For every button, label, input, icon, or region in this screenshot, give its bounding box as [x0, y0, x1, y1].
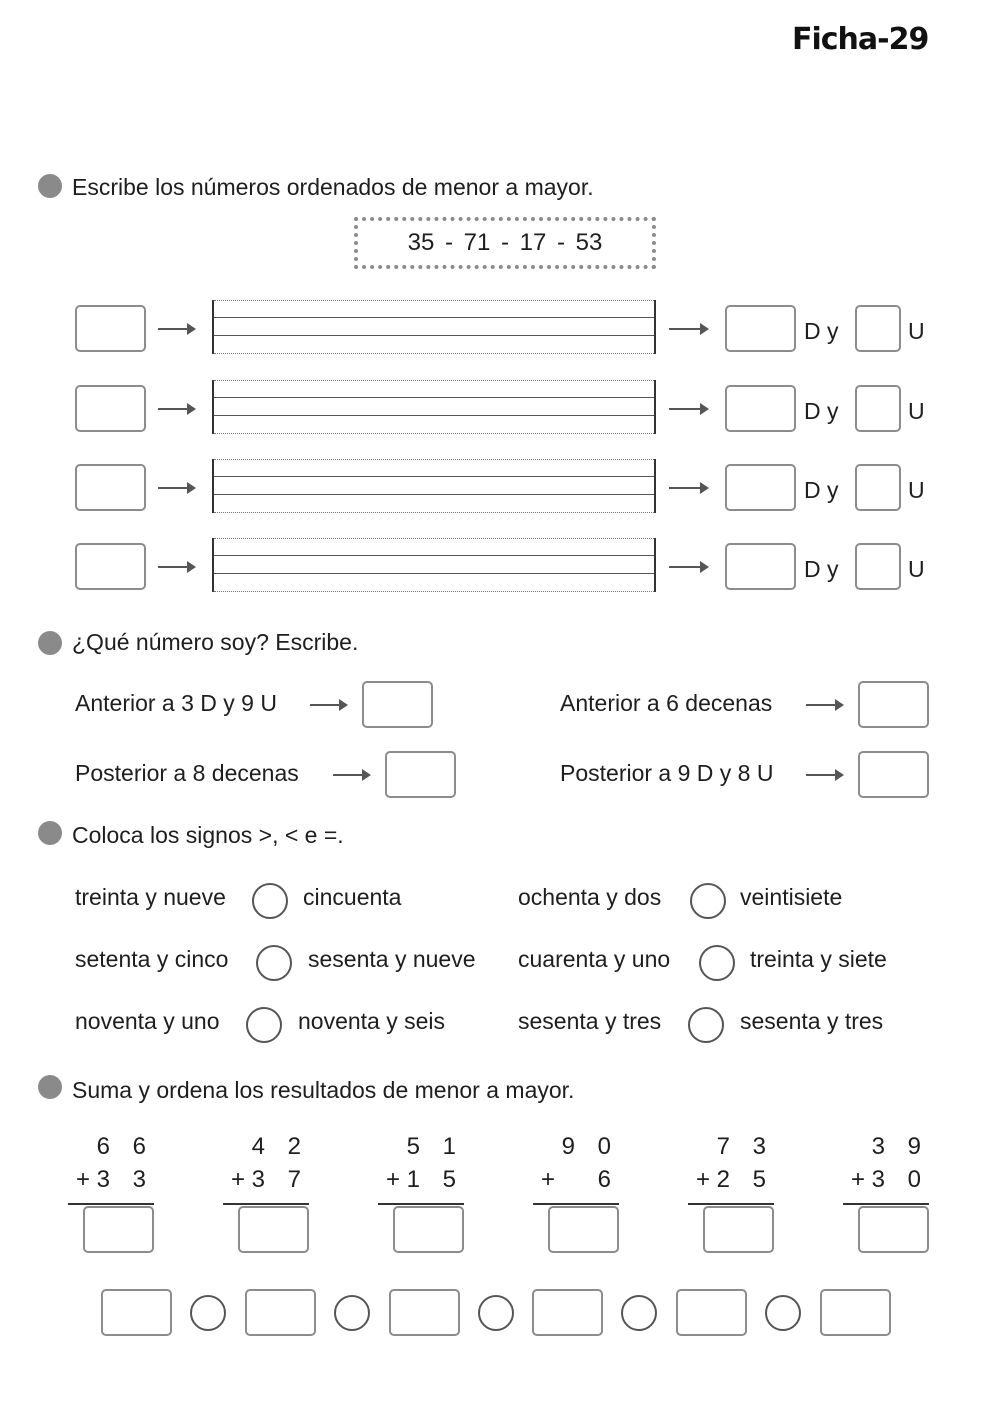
arrow-icon — [669, 487, 707, 489]
compare-left: treinta y nueve — [75, 884, 226, 910]
plus-sign: + — [696, 1166, 711, 1193]
writing-line[interactable] — [212, 380, 656, 434]
sign-circle[interactable] — [699, 945, 735, 981]
compare-left: ochenta y dos — [518, 884, 662, 910]
plus-sign: + — [231, 1166, 246, 1193]
number-answer-box[interactable] — [75, 464, 146, 511]
number-answer-box[interactable] — [75, 385, 146, 432]
plus-sign: + — [386, 1166, 401, 1193]
addition-problem — [378, 1133, 464, 1207]
answer-box[interactable] — [858, 751, 929, 798]
writing-line[interactable] — [212, 538, 656, 592]
compare-right: treinta y siete — [750, 946, 887, 972]
sum-result-box[interactable] — [548, 1206, 619, 1253]
decenas-label: D y — [804, 398, 839, 424]
sign-circle[interactable] — [690, 883, 726, 919]
sum-rule — [68, 1203, 154, 1205]
answer-box[interactable] — [385, 751, 456, 798]
sign-circle[interactable] — [246, 1007, 282, 1043]
compare-right: sesenta y nueve — [308, 946, 476, 972]
compare-right: noventa y seis — [298, 1008, 446, 1034]
answer-box[interactable] — [362, 681, 433, 728]
compare-left: cuarenta y uno — [518, 946, 671, 972]
unidades-box[interactable] — [855, 543, 901, 590]
arrow-icon — [158, 328, 194, 330]
writing-line[interactable] — [212, 459, 656, 513]
arrow-icon — [158, 487, 194, 489]
decenas-box[interactable] — [725, 543, 796, 590]
section-bullet — [38, 1075, 62, 1099]
addend-bottom: 1 5 — [406, 1166, 464, 1193]
question-label: Anterior a 6 decenas — [560, 690, 773, 716]
section-bullet — [38, 631, 62, 655]
arrow-icon — [158, 566, 194, 568]
sign-circle[interactable] — [252, 883, 288, 919]
sign-circle[interactable] — [621, 1295, 657, 1331]
sum-rule — [843, 1203, 929, 1205]
sign-circle[interactable] — [256, 945, 292, 981]
decenas-label: D y — [804, 477, 839, 503]
sign-circle[interactable] — [190, 1295, 226, 1331]
decenas-box[interactable] — [725, 385, 796, 432]
sum-result-box[interactable] — [703, 1206, 774, 1253]
compare-left: setenta y cinco — [75, 946, 229, 972]
addition-problem — [843, 1133, 929, 1207]
plus-sign: + — [76, 1166, 91, 1193]
arrow-icon — [806, 704, 842, 706]
addend-bottom: 3 3 — [96, 1166, 154, 1193]
section4-heading: Suma y ordena los resultados de menor a mayor. — [72, 1077, 575, 1103]
order-box[interactable] — [820, 1289, 891, 1336]
order-box[interactable] — [676, 1289, 747, 1336]
worksheet-title: Ficha-29 — [792, 22, 929, 57]
order-box[interactable] — [245, 1289, 316, 1336]
addition-problem — [533, 1133, 619, 1207]
section-bullet — [38, 821, 62, 845]
unidades-label: U — [908, 318, 925, 344]
addition-problem — [223, 1133, 309, 1207]
order-box[interactable] — [101, 1289, 172, 1336]
addend-top: 7 3 — [716, 1133, 774, 1160]
compare-left: noventa y uno — [75, 1008, 220, 1034]
addition-problem — [688, 1133, 774, 1207]
arrow-icon — [310, 704, 346, 706]
question-label: Posterior a 9 D y 8 U — [560, 760, 774, 786]
sum-result-box[interactable] — [83, 1206, 154, 1253]
sum-rule — [378, 1203, 464, 1205]
writing-line[interactable] — [212, 300, 656, 354]
addend-bottom: 3 0 — [871, 1166, 929, 1193]
sum-result-box[interactable] — [858, 1206, 929, 1253]
compare-right: cincuenta — [303, 884, 402, 910]
compare-right: veintisiete — [740, 884, 843, 910]
decenas-label: D y — [804, 556, 839, 582]
number-answer-box[interactable] — [75, 305, 146, 352]
compare-right: sesenta y tres — [740, 1008, 884, 1034]
unidades-box[interactable] — [855, 305, 901, 352]
compare-left: sesenta y tres — [518, 1008, 662, 1034]
addend-top: 3 9 — [871, 1133, 929, 1160]
addend-bottom: 6 — [597, 1166, 619, 1193]
sum-result-box[interactable] — [238, 1206, 309, 1253]
arrow-icon — [158, 408, 194, 410]
sum-result-box[interactable] — [393, 1206, 464, 1253]
decenas-label: D y — [804, 318, 839, 344]
plus-sign: + — [541, 1166, 556, 1193]
numbers-box: 35 - 71 - 17 - 53 — [354, 217, 656, 269]
section1-heading: Escribe los números ordenados de menor a mayor. — [72, 174, 594, 200]
addend-bottom: 2 5 — [716, 1166, 774, 1193]
sum-rule — [223, 1203, 309, 1205]
question-label: Posterior a 8 decenas — [75, 760, 299, 786]
addend-bottom: 3 7 — [251, 1166, 309, 1193]
sign-circle[interactable] — [765, 1295, 801, 1331]
unidades-label: U — [908, 398, 925, 424]
answer-box[interactable] — [858, 681, 929, 728]
arrow-icon — [669, 408, 707, 410]
sum-rule — [688, 1203, 774, 1205]
unidades-label: U — [908, 556, 925, 582]
arrow-icon — [669, 566, 707, 568]
decenas-box[interactable] — [725, 464, 796, 511]
order-box[interactable] — [532, 1289, 603, 1336]
number-answer-box[interactable] — [75, 543, 146, 590]
addend-top: 6 6 — [96, 1133, 154, 1160]
decenas-box[interactable] — [725, 305, 796, 352]
unidades-label: U — [908, 477, 925, 503]
sign-circle[interactable] — [334, 1295, 370, 1331]
addend-top: 9 0 — [561, 1133, 619, 1160]
addend-top: 4 2 — [251, 1133, 309, 1160]
arrow-icon — [333, 774, 369, 776]
sum-rule — [533, 1203, 619, 1205]
plus-sign: + — [851, 1166, 866, 1193]
question-label: Anterior a 3 D y 9 U — [75, 690, 277, 716]
unidades-box[interactable] — [855, 464, 901, 511]
section2-heading: ¿Qué número soy? Escribe. — [72, 629, 359, 655]
unidades-box[interactable] — [855, 385, 901, 432]
sign-circle[interactable] — [688, 1007, 724, 1043]
arrow-icon — [669, 328, 707, 330]
order-box[interactable] — [389, 1289, 460, 1336]
section3-heading: Coloca los signos >, < e =. — [72, 822, 344, 848]
sign-circle[interactable] — [478, 1295, 514, 1331]
arrow-icon — [806, 774, 842, 776]
addition-problem — [68, 1133, 154, 1207]
addend-top: 5 1 — [406, 1133, 464, 1160]
section-bullet — [38, 174, 62, 198]
